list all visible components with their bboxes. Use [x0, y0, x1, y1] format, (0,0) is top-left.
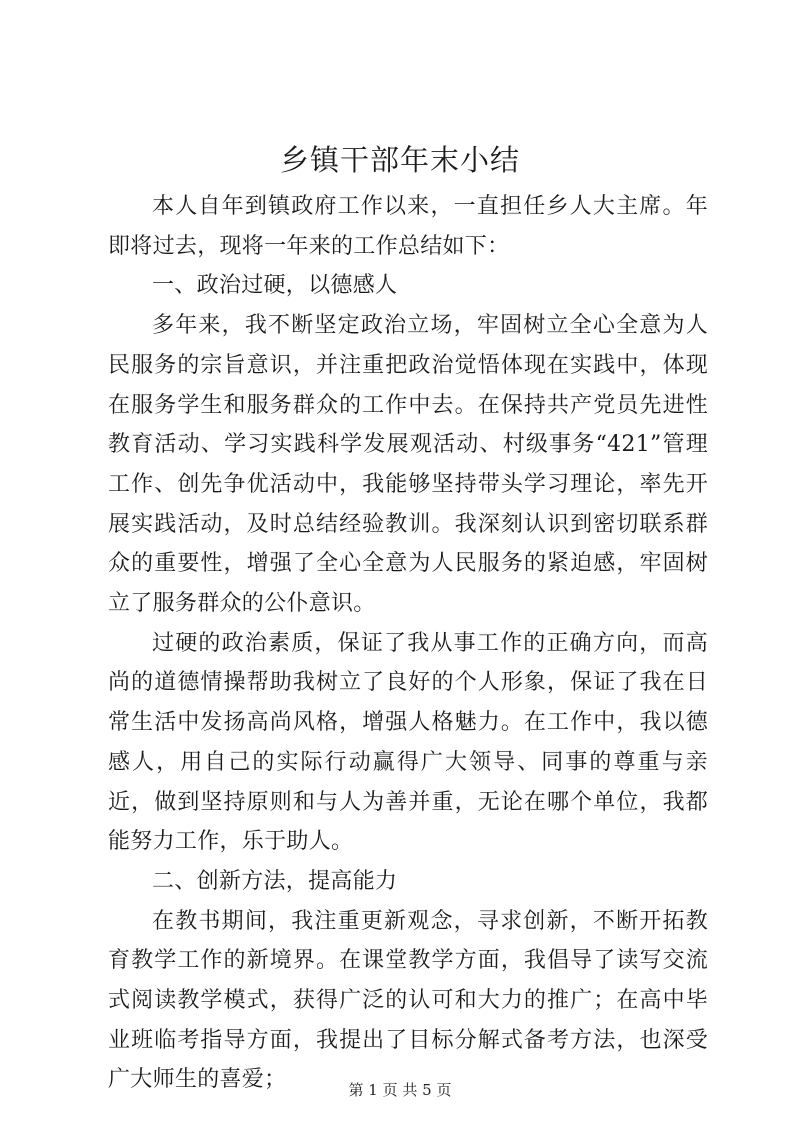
paragraph-intro: 本人自年到镇政府工作以来，一直担任乡人大主席。年即将过去，现将一年来的工作总结如下：	[108, 194, 708, 259]
paragraph-political-2: 过硬的政治素质，保证了我从事工作的正确方向，而高尚的道德情操帮助我树立了良好的个人形象，保证了我在日常生活中发扬高尚风格，增强人格魅力。在工作中，我以德感人，用自己的实际行动赢得广大领导、同事的尊重与亲近，做到坚持原则和与人为善并重，无论在哪个单位，我都能努力工作，乐于助人。	[108, 630, 708, 855]
paragraph-innovation-1: 在教书期间，我注重更新观念，寻求创新，不断开拓教育教学工作的新境界。在课堂教学方面，我倡导了读写交流式阅读教学模式，获得广泛的认可和大力的推广；在高中毕业班临考指导方面，我提出了目标分解式备考方法，也深受广大师生的喜爱；	[108, 908, 708, 1093]
page-title: 乡镇干部年末小结	[279, 143, 520, 177]
section-heading-2: 二、创新方法，提高能力	[152, 868, 398, 894]
section-heading-1: 一、政治过硬，以德感人	[152, 273, 398, 299]
document-body	[108, 187, 708, 1100]
page-footer: 第 1 页 共 5 页	[348, 1081, 452, 1099]
paragraph-political-1: 多年来，我不断坚定政治立场，牢固树立全心全意为人民服务的宗旨意识，并注重把政治觉悟体现在实践中，体现在服务学生和服务群众的工作中去。在保持共产党员先进性教育活动、学习实践科学发展观活动、村级事务“421”管理工作、创先争优活动中，我能够坚持带头学习理论，率先开展实践活动，及时总结经验教训。我深刻认识到密切联系群众的重要性，增强了全心全意为人民服务的紧迫感，牢固树立了服务群众的公仆意识。	[108, 313, 708, 617]
